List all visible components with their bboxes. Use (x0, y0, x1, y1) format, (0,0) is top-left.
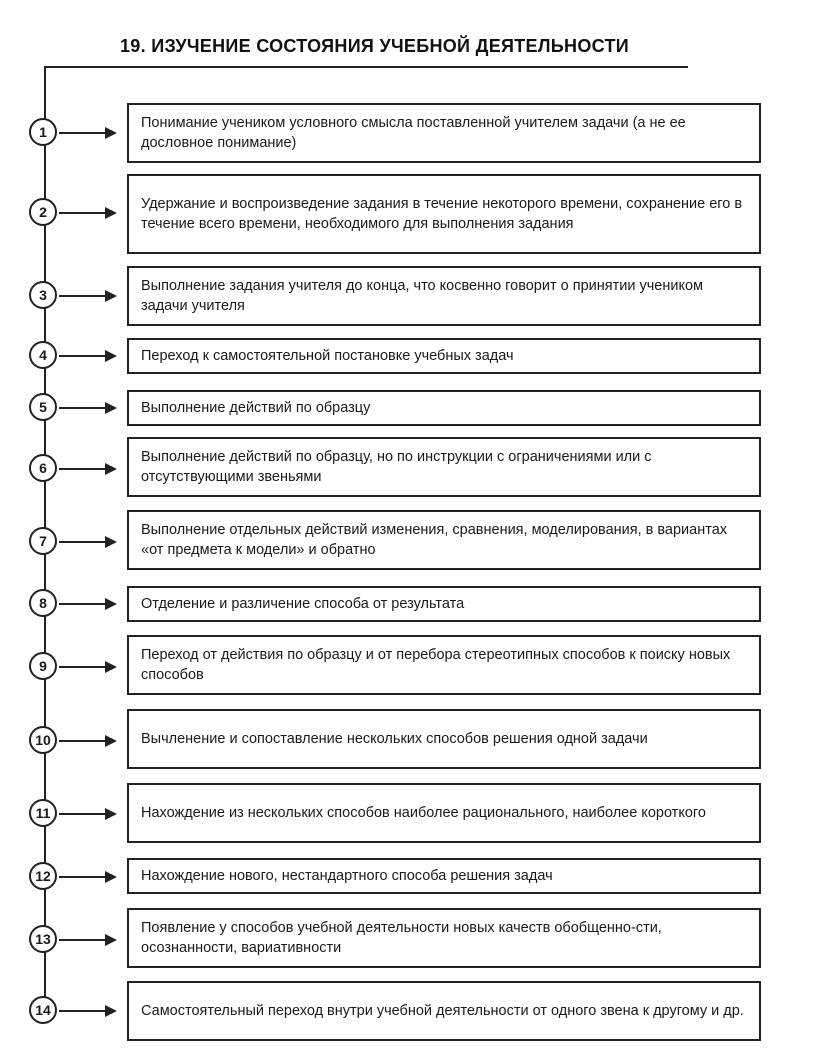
arrow-icon (59, 939, 115, 941)
step-number-circle: 7 (29, 527, 57, 555)
arrow-icon (59, 603, 115, 605)
arrow-icon (59, 407, 115, 409)
arrow-icon (59, 876, 115, 878)
step-box: Переход к самостоятельной постановке учебных задач (127, 338, 761, 374)
title-underline (44, 66, 688, 68)
arrow-icon (59, 355, 115, 357)
step-number-circle: 10 (29, 726, 57, 754)
arrow-icon (59, 1010, 115, 1012)
step-box: Выполнение отдельных действий изменения, сравнения, моделирования, в вариантах «от предмета к модели» и обратно (127, 510, 761, 570)
step-number-circle: 6 (29, 454, 57, 482)
step-box: Выполнение действий по образцу, но по инструкции с ограничениями или с отсутствующими звеньями (127, 437, 761, 497)
step-number-circle: 1 (29, 118, 57, 146)
step-number-circle: 13 (29, 925, 57, 953)
step-number-circle: 2 (29, 198, 57, 226)
step-box: Вычленение и сопоставление нескольких способов решения одной задачи (127, 709, 761, 769)
step-number-circle: 8 (29, 589, 57, 617)
diagram-title: 19. ИЗУЧЕНИЕ СОСТОЯНИЯ УЧЕБНОЙ ДЕЯТЕЛЬНОСТИ (120, 36, 630, 56)
step-box: Отделение и различение способа от результата (127, 586, 761, 622)
arrow-icon (59, 212, 115, 214)
arrow-icon (59, 541, 115, 543)
step-box: Выполнение задания учителя до конца, что косвенно говорит о принятии учеником задачи учителя (127, 266, 761, 326)
arrow-icon (59, 132, 115, 134)
step-number-circle: 9 (29, 652, 57, 680)
step-box: Удержание и воспроизведение задания в течение некоторого времени, сохранение его в течение всего времени, необходимого для выполнения задания (127, 174, 761, 254)
step-box: Переход от действия по образцу и от перебора стереотипных способов к поиску новых способов (127, 635, 761, 695)
arrow-icon (59, 666, 115, 668)
step-box: Нахождение нового, нестандартного способа решения задач (127, 858, 761, 894)
arrow-icon (59, 813, 115, 815)
step-number-circle: 5 (29, 393, 57, 421)
step-box: Появление у способов учебной деятельности новых качеств обобщенно-сти, осознанности, вариативности (127, 908, 761, 968)
arrow-icon (59, 468, 115, 470)
arrow-icon (59, 295, 115, 297)
step-box: Нахождение из нескольких способов наиболее рационального, наиболее короткого (127, 783, 761, 843)
step-box: Самостоятельный переход внутри учебной деятельности от одного звена к другому и др. (127, 981, 761, 1041)
step-number-circle: 11 (29, 799, 57, 827)
step-number-circle: 14 (29, 996, 57, 1024)
step-number-circle: 3 (29, 281, 57, 309)
step-box: Выполнение действий по образцу (127, 390, 761, 426)
step-box: Понимание учеником условного смысла поставленной учителем задачи (а не ее дословное понимание) (127, 103, 761, 163)
arrow-icon (59, 740, 115, 742)
step-number-circle: 12 (29, 862, 57, 890)
step-number-circle: 4 (29, 341, 57, 369)
